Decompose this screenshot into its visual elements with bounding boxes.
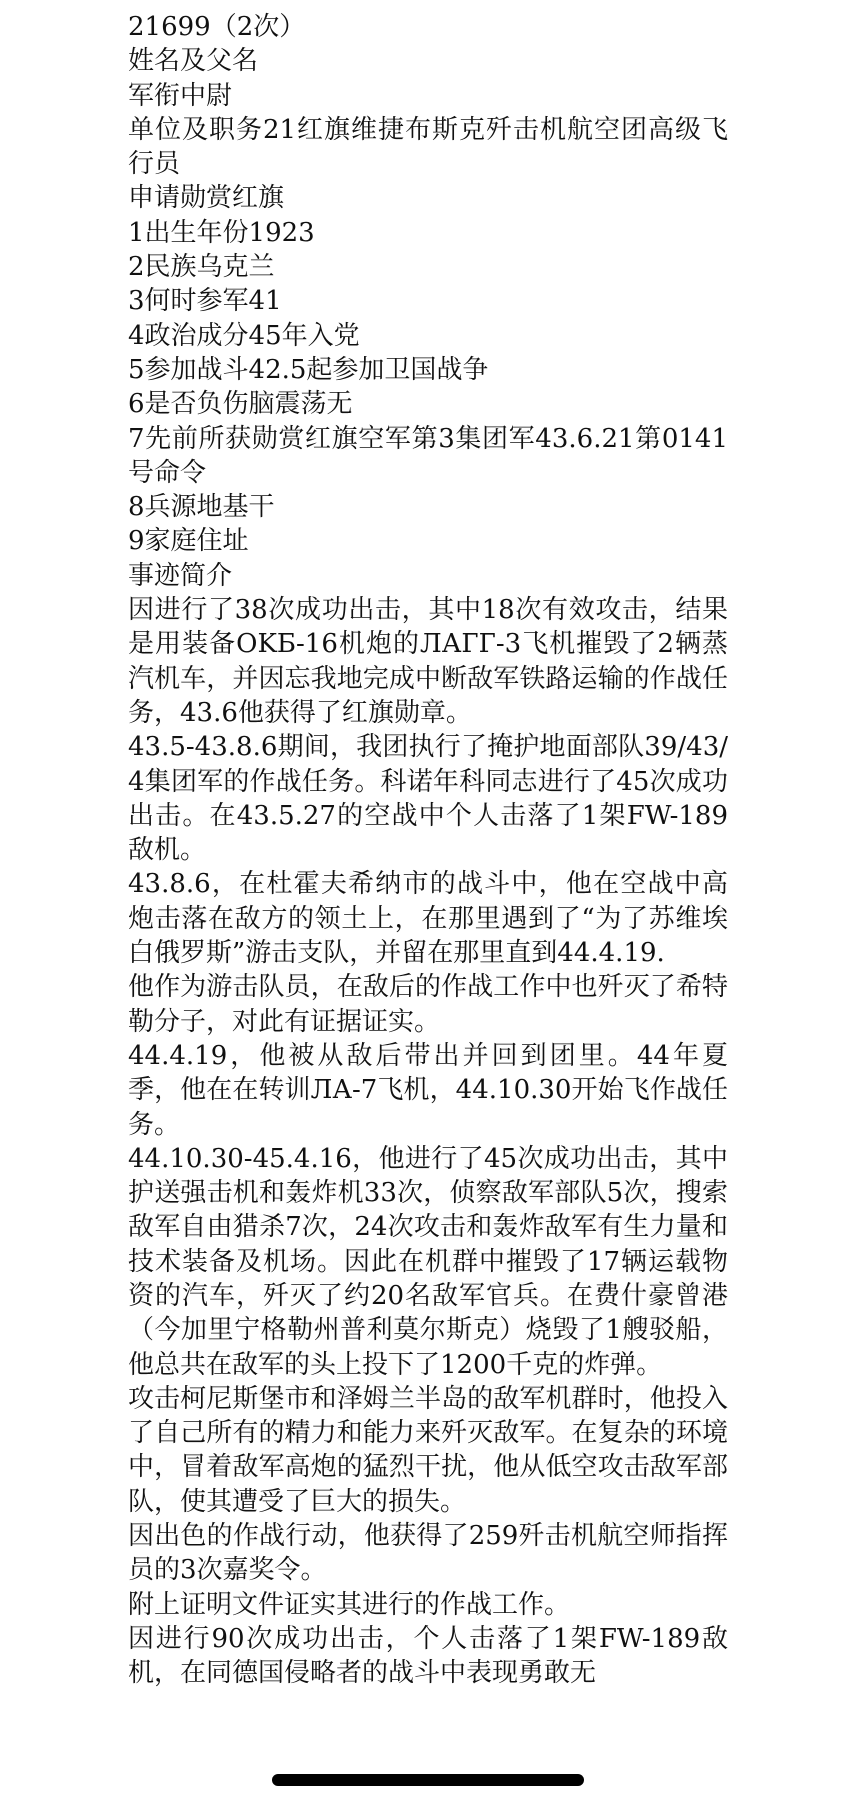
document-line: 4政治成分45年入党 [128, 320, 360, 351]
document-line: 单位及职务21红旗维捷布斯克歼击机航空团高级飞行员 [128, 114, 728, 180]
document-line: 姓名及父名 [128, 46, 259, 77]
document-line: 军衔中尉 [128, 80, 233, 111]
document-line: 9家庭住址 [128, 526, 249, 557]
document-paragraph: 攻击柯尼斯堡市和泽姆兰半岛的敌军机群时，他投入了自己所有的精力和能力来歼灭敌军。在复杂的环境中，冒着敌军高炮的猛烈干扰，他从低空攻击敌军部队，使其遭受了巨大的损失。 [128, 1383, 728, 1517]
document-paragraph: 他作为游击队员，在敌后的作战工作中也歼灭了希特勒分子，对此有证据证实。 [128, 972, 728, 1037]
document-paragraph: 因进行90次成功出击，个人击落了1架FW-189敌机，在同德国侵略者的战斗中表现勇敢无 [128, 1623, 728, 1689]
document-paragraph: 附上证明文件证实其进行的作战工作。 [128, 1589, 571, 1620]
document-line: 1出生年份1923 [128, 217, 315, 248]
document-body [128, 10, 728, 1691]
document-paragraph: 43.5-43.8.6期间，我团执行了掩护地面部队39/43/4集团军的作战任务。科诺年科同志进行了45次成功出击。在43.5.27的空战中个人击落了1架FW-189敌机。 [128, 732, 728, 866]
document-line: 3何时参军41 [128, 286, 282, 317]
document-paragraph: 43.8.6，在杜霍夫希纳市的战斗中，他在空战中高炮击落在敌方的领土上，在那里遇到了“为了苏维埃白俄罗斯”游击支队，并留在那里直到44.4.19. [128, 869, 728, 969]
document-paragraph: 44.4.19，他被从敌后带出并回到团里。44年夏季，他在在转训ЛА-7飞机，44.10.30开始飞作战任务。 [128, 1040, 728, 1140]
document-line: 8兵源地基干 [128, 492, 275, 523]
document-line: 6是否负伤脑震荡无 [128, 389, 353, 420]
document-paragraph: 因进行了38次成功出击，其中18次有效攻击，结果是用装备OKБ-16机炮的ЛАГГ-3飞机摧毁了2辆蒸汽机车，并因忘我地完成中断敌军铁路运输的作战任务，43.6他获得了红旗勋章。 [128, 595, 728, 728]
document-line: 申请勋赏红旗 [128, 183, 285, 214]
document-line: 事迹简介 [128, 560, 233, 591]
document-line: 21699（2次） [128, 12, 306, 42]
document-line: 7先前所获勋赏红旗空军第3集团军43.6.21第0141号命令 [128, 423, 728, 488]
document-paragraph: 44.10.30-45.4.16，他进行了45次成功出击，其中护送强击机和轰炸机33次，侦察敌军部队5次，搜索敌军自由猎杀7次，24次攻击和轰炸敌军有生力量和技术装备及机场。因此在机群中摧毁了17辆运载物资的汽车，歼灭了约20名敌军官兵。在费什豪曾港（今加里宁格勒州普利莫尔斯克）烧毁了1艘驳船，他总共在敌军的头上投下了1200千克的炸弹。 [128, 1143, 728, 1380]
document-paragraph: 因出色的作战行动，他获得了259歼击机航空师指挥员的3次嘉奖令。 [128, 1521, 728, 1586]
document-line: 5参加战斗42.5起参加卫国战争 [128, 354, 489, 385]
document-line: 2民族乌克兰 [128, 252, 275, 283]
home-indicator-bar[interactable] [272, 1774, 584, 1786]
